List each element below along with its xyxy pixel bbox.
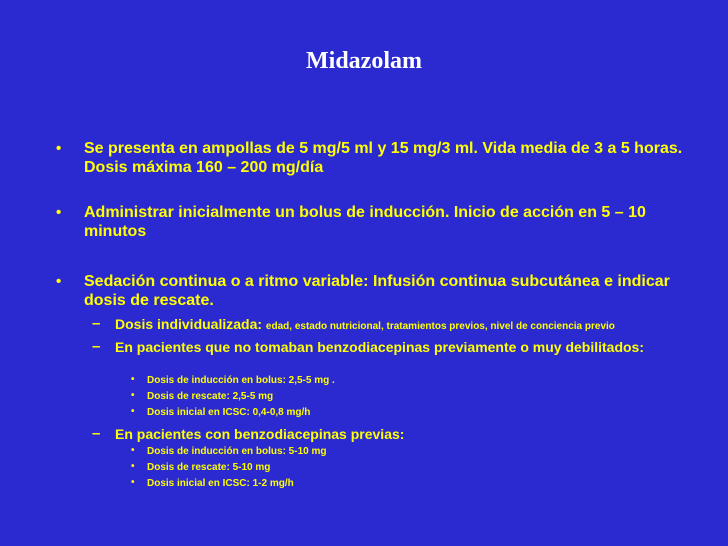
sub-sub-bullet-marker: • xyxy=(131,445,135,456)
bullet-marker: • xyxy=(56,140,62,157)
list-item: Dosis de inducción en bolus: 5-10 mg xyxy=(147,446,327,457)
sub-bullet-label: Dosis individualizada: xyxy=(115,316,263,332)
bullet-administrar: Administrar inicialmente un bolus de inducción. Inicio de acción en 5 – 10 minutos xyxy=(84,204,646,240)
slide-title: Midazolam xyxy=(306,48,422,74)
sub-sub-bullet-marker: • xyxy=(131,406,135,417)
sub-bullet-dosis-individualizada xyxy=(115,316,695,335)
sub-bullet-sin-benzodiacepinas: En pacientes que no tomaban benzodiacepinas previamente o muy debilitados: xyxy=(115,339,644,355)
sub-bullet-marker: – xyxy=(92,315,101,332)
sub-sub-bullet-marker: • xyxy=(131,461,135,472)
sub-sub-bullet-marker: • xyxy=(131,390,135,401)
bullet-marker: • xyxy=(56,204,62,221)
sub-bullet-marker: – xyxy=(92,425,101,442)
sub-bullet-note: edad, estado nutricional, tratamientos previos, nivel de conciencia previo xyxy=(265,321,615,332)
sub-sub-bullet-marker: • xyxy=(131,477,135,488)
bullet-sedacion: Sedación continua o a ritmo variable: Infusión continua subcutánea e indicar dosis de rescate. xyxy=(84,273,670,309)
sub-sub-bullet-marker: • xyxy=(131,374,135,385)
list-item: Dosis inicial en ICSC: 1-2 mg/h xyxy=(147,478,294,489)
sub-bullet-con-benzodiacepinas: En pacientes con benzodiacepinas previas: xyxy=(115,426,405,442)
list-item: Dosis de inducción en bolus: 2,5-5 mg . xyxy=(147,375,335,386)
list-item: Dosis de rescate: 5-10 mg xyxy=(147,462,271,473)
bullet-marker: • xyxy=(56,273,62,290)
list-item: Dosis inicial en ICSC: 0,4-0,8 mg/h xyxy=(147,407,311,418)
sub-bullet-marker: – xyxy=(92,338,101,355)
list-item: Dosis de rescate: 2,5-5 mg xyxy=(147,391,274,402)
bullet-ampollas: Se presenta en ampollas de 5 mg/5 ml y 15 mg/3 ml. Vida media de 3 a 5 horas. Dosis máxima 160 – 200 mg/día xyxy=(84,140,683,176)
